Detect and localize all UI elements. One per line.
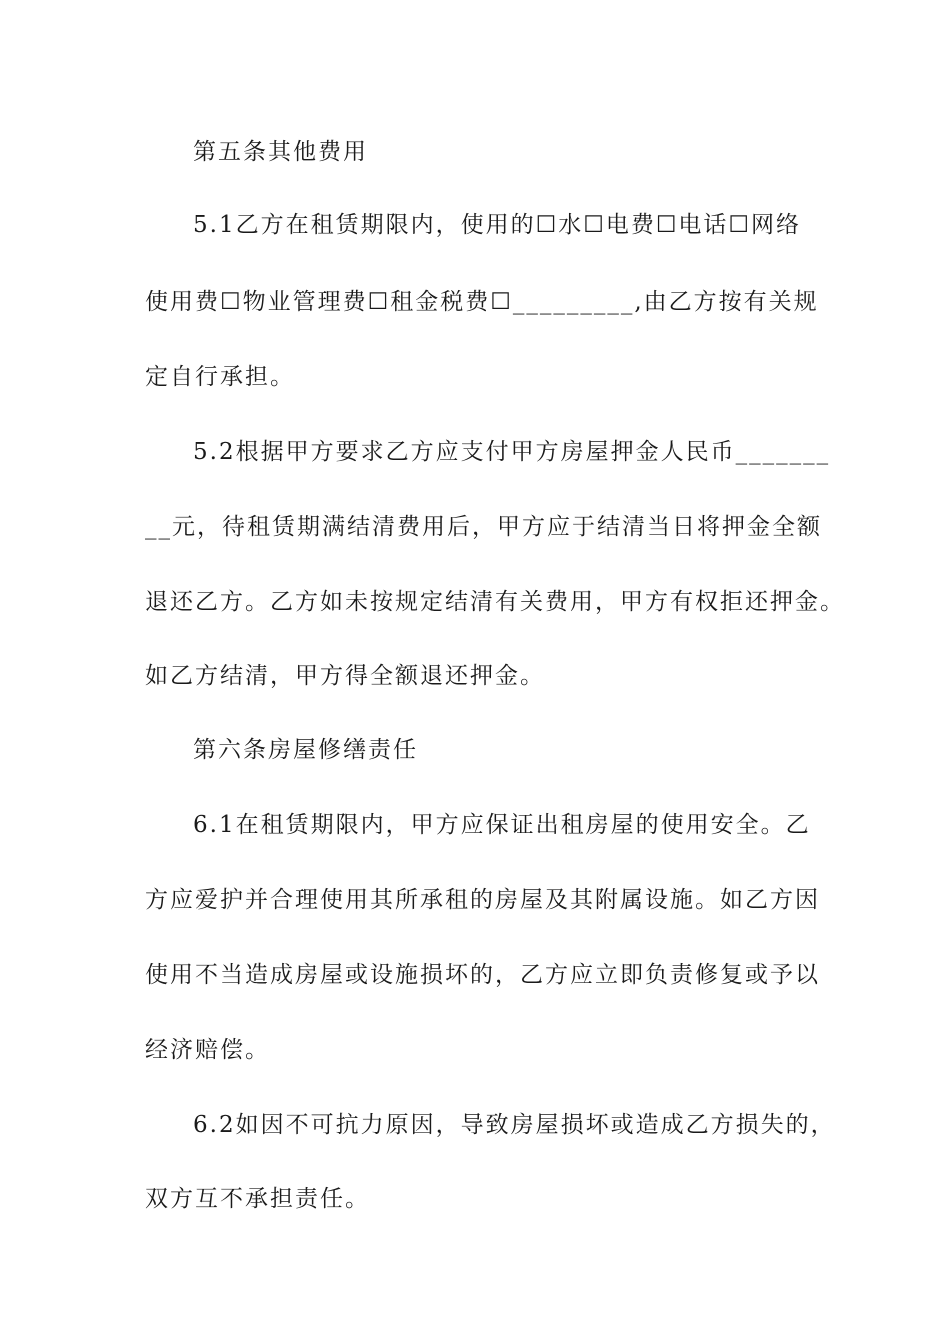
section-5-heading: 第五条其他费用 (193, 139, 368, 165)
clause-6-1-line-1: 6.1在租赁期限内，甲方应保证出租房屋的使用安全。乙 (193, 812, 811, 838)
clause-5-2-line-4: 如乙方结清，甲方得全额退还押金。 (145, 663, 545, 689)
clause-5-2-line-2: __元，待租赁期满结清费用后，甲方应于结清当日将押金全额 (145, 514, 822, 540)
clause-6-1-line-3: 使用不当造成房屋或设施损坏的，乙方应立即负责修复或予以 (145, 962, 820, 988)
clause-5-2-line-3: 退还乙方。乙方如未按规定结清有关费用，甲方有权拒还押金。 (145, 589, 845, 615)
clause-6-2-line-1: 6.2如因不可抗力原因，导致房屋损坏或造成乙方损失的， (193, 1112, 836, 1138)
clause-5-1-line-3: 定自行承担。 (145, 364, 295, 390)
clause-5-1-line-1: 5.1乙方在租赁期限内，使用的☐水☐电费☐电话☐网络 (193, 212, 802, 238)
section-6-heading: 第六条房屋修缮责任 (193, 737, 418, 763)
clause-6-1-line-2: 方应爱护并合理使用其所承租的房屋及其附属设施。如乙方因 (145, 887, 820, 913)
clause-6-1-line-4: 经济赔偿。 (145, 1037, 270, 1063)
clause-5-1-line-2: 使用费☐物业管理费☐租金税费☐_________,由乙方按有关规 (145, 289, 819, 315)
clause-5-2-line-1: 5.2根据甲方要求乙方应支付甲方房屋押金人民币_______ (193, 439, 831, 465)
clause-6-2-line-2: 双方互不承担责任。 (145, 1186, 370, 1212)
